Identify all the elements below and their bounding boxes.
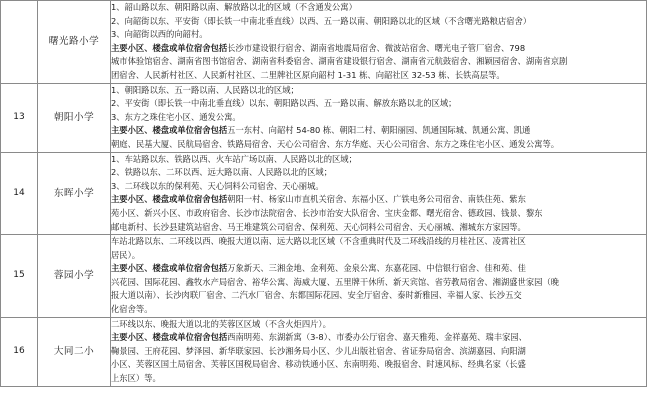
line-text: 1、朝阳路以东、五一路以南、人民路以北的区域；	[111, 84, 299, 95]
complex-list-label: 主要小区、楼盘或单位宿舍包括	[111, 125, 228, 136]
description-line	[111, 138, 646, 152]
description-line	[111, 345, 646, 359]
description-line	[111, 166, 646, 180]
description-line	[111, 15, 646, 29]
line-text: 上东区）等。	[111, 373, 161, 384]
row-number	[1, 1, 38, 84]
school-name: 大同二小	[38, 317, 111, 386]
school-name: 曙光路小学	[38, 1, 111, 84]
line-text: 西南明苑、东湖新寓（3-8）、市委办公厅宿舍、嘉天雅苑、金祥嘉苑、瑞丰家园、	[227, 332, 527, 343]
school-name: 东晖小学	[38, 152, 111, 235]
line-text: 3、向韶街以西的向韶村。	[111, 29, 208, 40]
row-number: 13	[1, 83, 38, 152]
school-name: 朝阳小学	[38, 83, 111, 152]
line-text: 3、东方之珠住宅小区、通发公寓。	[111, 111, 241, 122]
row-number: 15	[1, 235, 38, 318]
description-line	[111, 69, 646, 83]
line-text: 小区、芙蓉区国土局宿舍、芙蓉区国税局宿舍、移动铁通小区、东南明苑、晚报宿舍、时速风标、经典名家（长盛	[111, 359, 526, 370]
description-line	[111, 193, 646, 207]
school-name: 蓉园小学	[38, 235, 111, 318]
description-line	[111, 318, 646, 332]
table-row	[1, 317, 647, 386]
zone-description	[111, 235, 647, 318]
line-text: 二环线以东、晚报大道以北的芙蓉区区域（不含火炬四片）。	[111, 318, 331, 329]
complex-list-label: 主要小区、楼盘或单位宿舍包括	[111, 263, 228, 274]
complex-list-label: 主要小区、楼盘或单位宿舍包括	[111, 194, 228, 205]
description-line	[111, 180, 646, 194]
table-row	[1, 83, 647, 152]
table-row	[1, 235, 647, 318]
table-row	[1, 152, 647, 235]
line-text: 报大道以南）、长沙肉联厂宿舍、二汽水厂宿舍、东都国际花园、安全厅宿舍、泰时新雅园、幸福人家、长沙五交	[111, 290, 522, 301]
complex-list-label: 主要小区、楼盘或单位宿舍包括	[111, 42, 228, 53]
description-line	[111, 358, 646, 372]
complex-list-label: 主要小区、楼盘或单位宿舍包括	[111, 332, 228, 343]
line-text: 朝庭、民基大厦、民航局宿舍、铁路局宿舍、天心公司宿舍、东方华庭、天心公司宿舍、东方之珠住宅小区、通发公寓等。	[111, 138, 560, 149]
description-line	[111, 249, 646, 263]
line-text: 团宿舍、人民新村社区、人民新村社区、二里牌社区原向韶村 1-31 栋、向韶社区 32-53 栋、长铁高层等。	[111, 69, 505, 80]
line-text: 五一东村、向韶村 54-80 栋、朝阳二村、朝阳丽园、凯通国际城、凯通公寓、凯通	[227, 125, 531, 136]
description-line	[111, 111, 646, 125]
description-line	[111, 97, 646, 111]
line-text: 2、向韶街以东、平安街（即长铁一中南北垂直线）以西、五一路以南、朝阳路以北的区域（不含曙光路粮店宿舍）	[111, 15, 532, 26]
description-line	[111, 42, 646, 56]
line-text: 车站北路以东、二环线以西、晚报大道以南、远大路以北区域（不含重典时代及二环线沿线的月桂社区、凌霄社区	[111, 236, 526, 247]
line-text: 2、铁路以东、二环以西、远大路以南、人民路以北的区域；	[111, 167, 332, 178]
zone-description	[111, 317, 647, 386]
line-text: 鞠景园、王府花园、梦泽园、新华联家园、长沙湘务局小区、少儿出版社宿舍、省证券局宿舍、滨湖嘉园、向阳湖	[111, 345, 526, 356]
description-line	[111, 262, 646, 276]
description-line	[111, 372, 646, 386]
description-line	[111, 84, 646, 98]
description-line	[111, 124, 646, 138]
description-line	[111, 235, 646, 249]
line-text: 化宿舍等。	[111, 304, 153, 315]
line-text: 朝阳一村、杨家山市直机关宿舍、东福小区、广铁电务公司宿舍、南铁住苑、紫东	[227, 194, 526, 205]
line-text: 居民）。	[111, 249, 141, 260]
line-text: 万象新天、三湘金地、金利苑、金泉公寓、东嘉花园、中信银行宿舍、佳和苑、佳	[227, 263, 526, 274]
description-line	[111, 221, 646, 235]
zone-description	[111, 1, 647, 84]
description-line	[111, 207, 646, 221]
line-text: 兴花园、国际花园、鑫牧水产局宿舍、裕华公寓、海威大厦、五里牌干休所、新天宾馆、省劳教局宿舍、湘湖盛世家园（晚	[111, 276, 560, 287]
line-text: 2、平安街（即长铁一中南北垂直线）以东、朝阳路以西、五一路以南、解放东路以北的区域；	[111, 98, 457, 109]
description-line	[111, 276, 646, 290]
line-text: 1、车站路以东、铁路以西、火车站广场以南、人民路以北的区域；	[111, 153, 357, 164]
description-line	[111, 1, 646, 15]
description-line	[111, 303, 646, 317]
table-row	[1, 1, 647, 84]
line-text: 1、韶山路以东、朝阳路以南、解放路以北的区域（不含通发公寓）	[111, 2, 357, 12]
row-number: 14	[1, 152, 38, 235]
zone-description	[111, 152, 647, 235]
line-text: 苑小区、新兴小区、市政府宿舍、长沙市法院宿舍、长沙市治安大队宿舍、宝庆金都、曙光宿舍、德政园、钱景、黎东	[111, 207, 543, 218]
line-text: 城市体验馆宿舍、湖南省图书馆宿舍、湖南省科委宿舍、湖南省建设银行宿舍、湖南省元航鼓宿舍、湘颖园宿舍、湖南省京剧	[111, 56, 568, 67]
line-text: 长沙市建设银行宿舍、湖南省地震局宿舍、微波站宿舍、曙光电子管厂宿舍、798	[227, 42, 526, 53]
line-text: 邮电新村、长沙县建筑站宿舍、马王堆建筑公司宿舍、保利苑、天心饲料公司宿舍、天心丽城、湘城东方家园等。	[111, 221, 526, 232]
description-line	[111, 289, 646, 303]
zone-description	[111, 83, 647, 152]
line-text: 3、二环线以东的保利苑、天心饲料公司宿舍、天心丽城。	[111, 180, 324, 191]
row-number: 16	[1, 317, 38, 386]
description-line	[111, 28, 646, 42]
description-line	[111, 55, 646, 69]
description-line	[111, 153, 646, 167]
description-line	[111, 331, 646, 345]
